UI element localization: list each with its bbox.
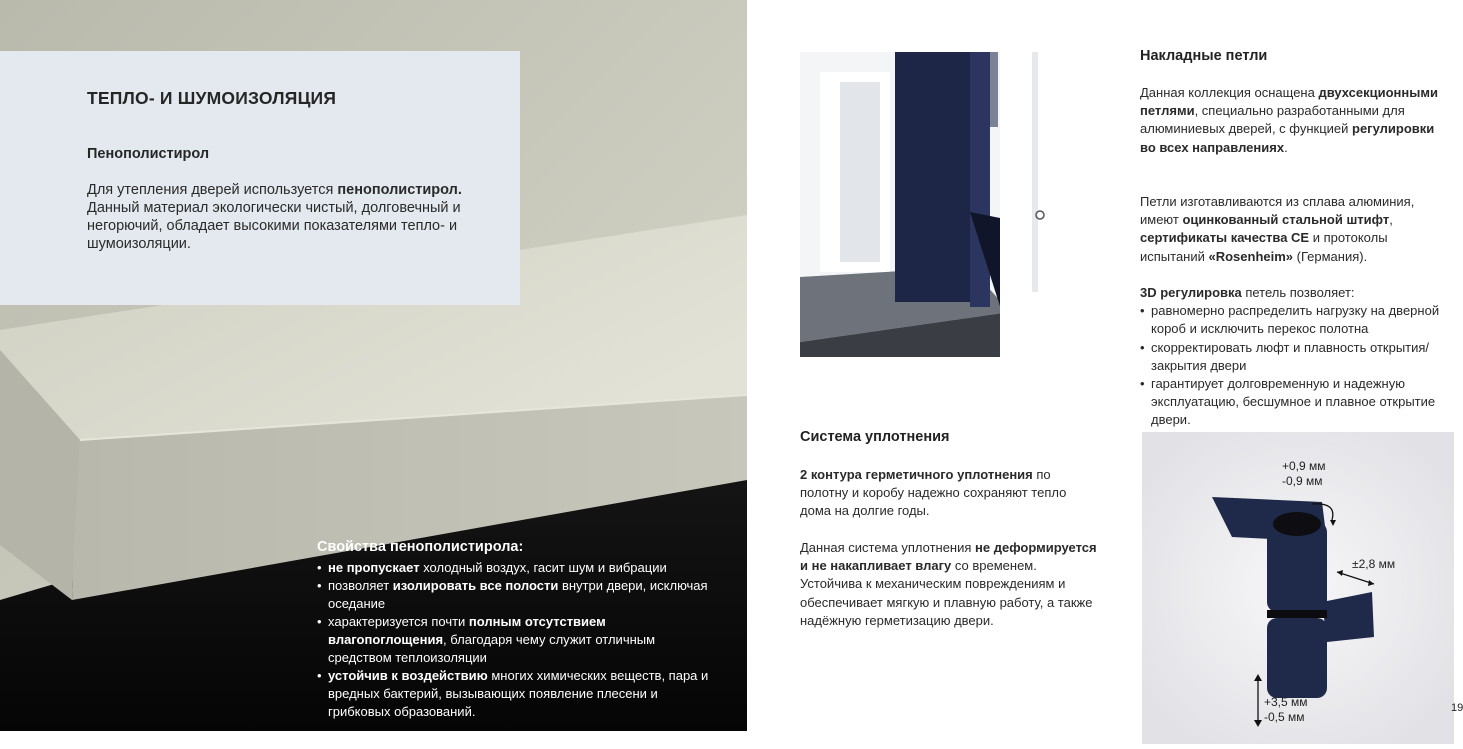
foam-photo-panel (0, 0, 747, 731)
hinge-section-title: Накладные петли (1140, 48, 1268, 64)
list-item: • устойчив к воздействию многих химических веществ, пара и вредных бактерий, вызывающих появление плесени и грибковых образований. (317, 667, 717, 721)
hinge-paragraph-1: Данная коллекция оснащена двухсекционными петлями, специально разработанными для алюминиевых дверей, с функцией регулировки во всех направлениях. (1140, 85, 1438, 155)
properties-list (317, 559, 717, 721)
list-item: • не пропускает холодный воздух, гасит шум и вибрации (317, 559, 717, 577)
seal-section-title: Система уплотнения (800, 429, 950, 445)
intro-text-2: Данный материал экологически чистый, долговечный и негорючий, обладает высокими показателями тепло- и шумоизоляции. (87, 200, 461, 252)
measurement-vertical: +0,9 мм -0,9 мм (1282, 459, 1326, 488)
material-subtitle: Пенополистирол (87, 146, 210, 162)
properties-title: Свойства пенополистирола: (317, 539, 524, 555)
list-item: • позволяет изолировать все полости внутри двери, исключая оседание (317, 577, 717, 613)
list-item: • скорректировать люфт и плавность открытия/закрытия двери (1140, 339, 1458, 375)
list-item: • равномерно распределить нагрузку на дверной короб и исключить перекос полотна (1140, 302, 1458, 338)
adjustment-intro: 3D регулировка петель позволяет: (1140, 285, 1355, 300)
properties-block (317, 539, 717, 721)
door-seal-photo (800, 52, 1105, 357)
hinge-paragraph-2: Петли изготавливаются из сплава алюминия, имеют оцинкованный стальной штифт, сертификаты качества CE и протоколы испытаний «Rosenheim» (Германия). (1140, 194, 1415, 264)
adjustment-list (1140, 302, 1458, 429)
intro-text: Для утепления дверей используется (87, 182, 334, 198)
list-item: • гарантирует долговременную и надежную эксплуатацию, бесшумное и плавное открытие двери. (1140, 375, 1458, 430)
page-number: 19 (1451, 702, 1463, 714)
seal-paragraph-2: Данная система уплотнения не деформируется и не накапливает влагу со временем. Устойчива к механическим повреждениям и обеспечивает мягкую и плавную работу, а также надёжную герметизацию двери. (800, 540, 1097, 628)
measurement-horizontal: ±2,8 мм (1352, 557, 1396, 571)
seal-paragraph-1: 2 контура герметичного уплотнения по полотну и коробу надежно сохраняют тепло дома на долгие годы. (800, 467, 1067, 519)
door-frame-illustration (800, 52, 1105, 357)
list-item: • характеризуется почти полным отсутствием влагопоглощения, благодаря чему служит отличным средством теплоизоляции (317, 613, 717, 667)
measurement-height: +3,5 мм -0,5 мм (1264, 695, 1308, 724)
hinge-adjustment-block (1140, 284, 1458, 430)
section-title: ТЕПЛО- И ШУМОИЗОЛЯЦИЯ (87, 88, 337, 108)
intro-bold: пенополистирол. (337, 182, 462, 198)
material-description (87, 181, 507, 253)
